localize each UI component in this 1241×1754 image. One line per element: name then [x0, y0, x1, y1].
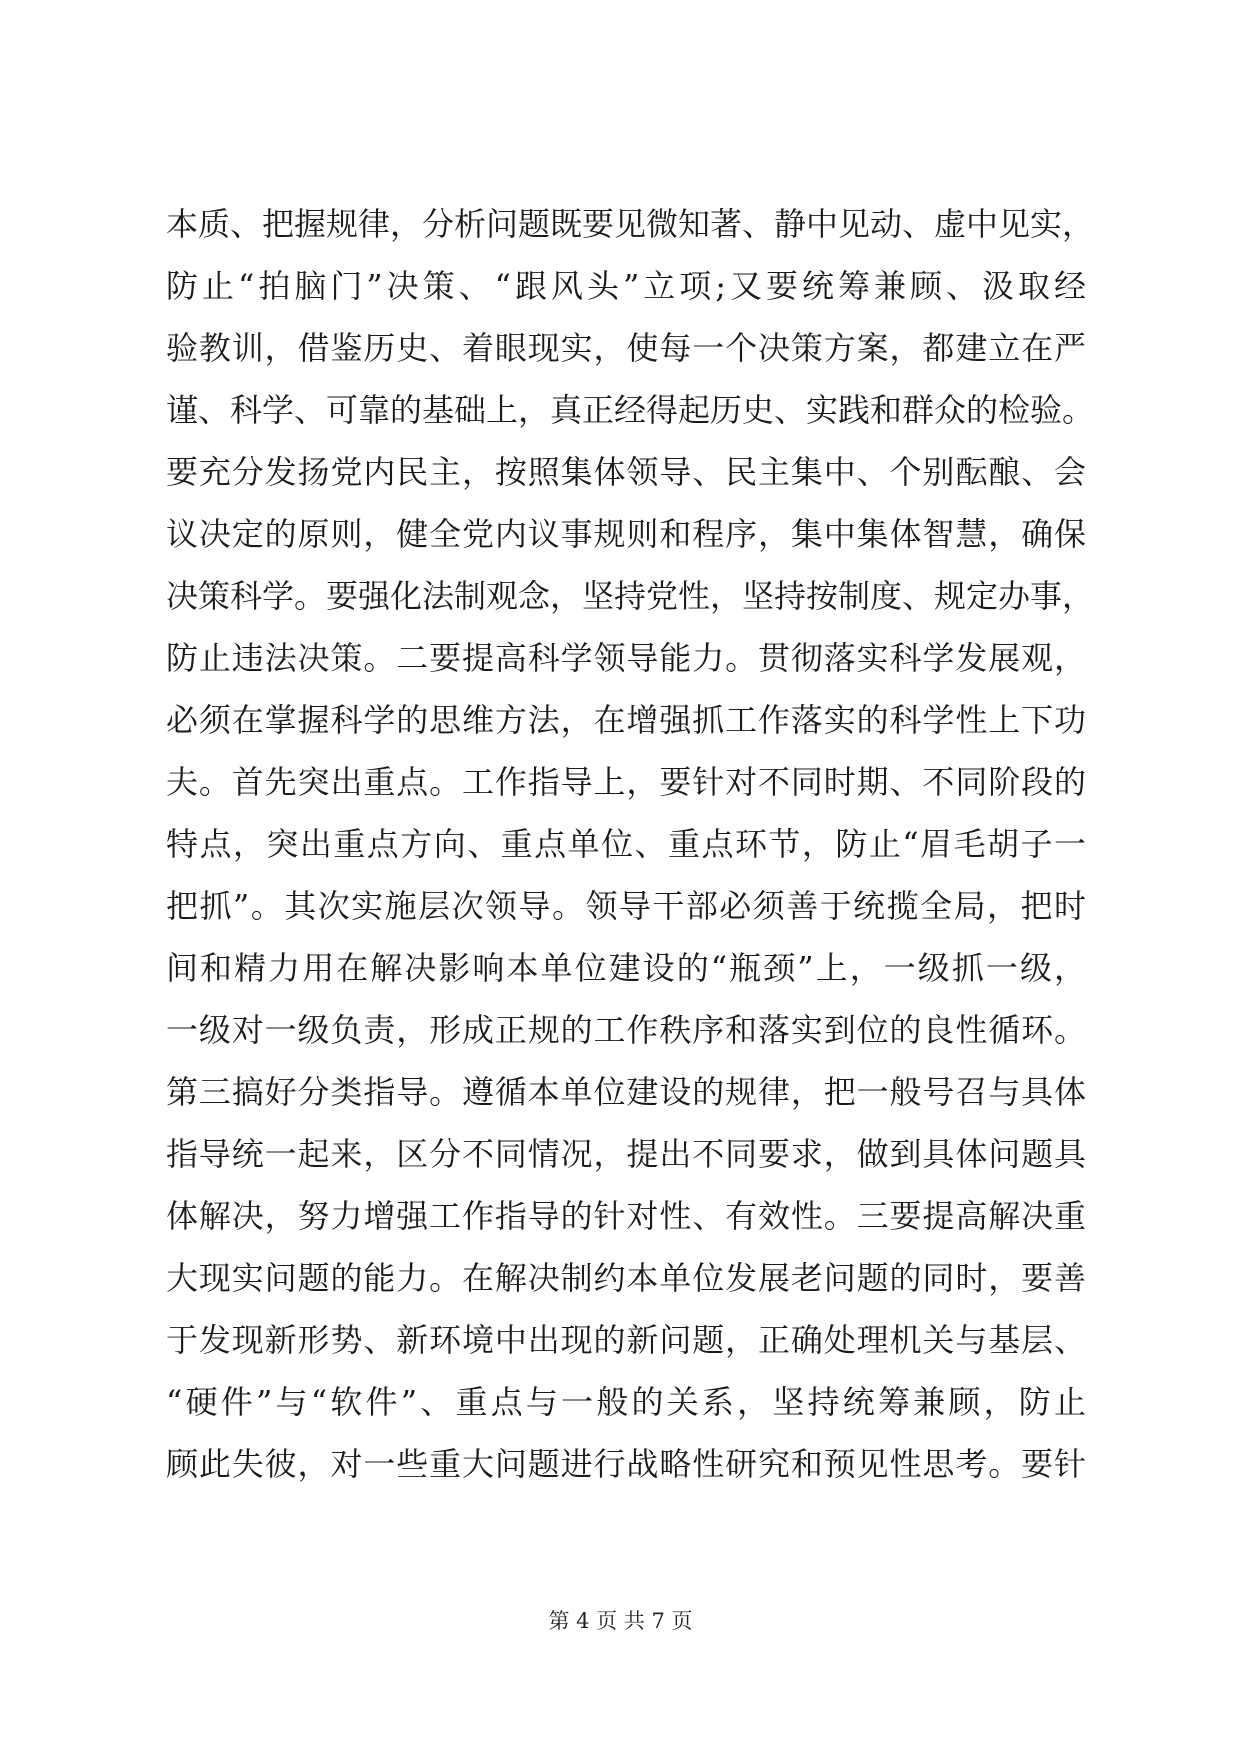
text-line: 于发现新形势、新环境中出现的新问题，正确处理机关与基层、: [166, 1321, 1086, 1359]
text-line: 要充分发扬党内民主，按照集体领导、民主集中、个别酝酿、会: [166, 453, 1086, 491]
text-line: 体解决，努力增强工作指导的针对性、有效性。三要提高解决重: [166, 1197, 1086, 1235]
text-line: 决策科学。要强化法制观念，坚持党性，坚持按制度、规定办事，: [166, 577, 1095, 615]
text-line: 一级对一级负责，形成正规的工作秩序和落实到位的良性循环。: [166, 1011, 1086, 1049]
text-line: 夫。首先突出重点。工作指导上，要针对不同时期、不同阶段的: [166, 763, 1086, 801]
text-line: 间和精力用在解决影响本单位建设的“瓶颈”上，一级抓一级，: [166, 949, 1086, 987]
text-line: 大现实问题的能力。在解决制约本单位发展老问题的同时，要善: [166, 1259, 1086, 1297]
text-line: “硬件”与“软件”、重点与一般的关系，坚持统筹兼顾，防止: [166, 1383, 1086, 1421]
text-line: 把抓”。其次实施层次领导。领导干部必须善于统揽全局，把时: [166, 887, 1086, 925]
text-line: 顾此失彼，对一些重大问题进行战略性研究和预见性思考。要针: [166, 1445, 1086, 1483]
text-line: 议决定的原则，健全党内议事规则和程序，集中集体智慧，确保: [166, 515, 1086, 553]
page-footer: [0, 1606, 1241, 1636]
text-line: 第三搞好分类指导。遵循本单位建设的规律，把一般号召与具体: [166, 1073, 1086, 1111]
text-line: 防止“拍脑门”决策、“跟风头”立项;又要统筹兼顾、汲取经: [166, 267, 1086, 305]
text-line: 指导统一起来，区分不同情况，提出不同要求，做到具体问题具: [166, 1135, 1086, 1173]
page-number-indicator: 第 4 页 共 7 页: [548, 1609, 693, 1633]
text-line: 本质、把握规律，分析问题既要见微知著、静中见动、虚中见实，: [166, 205, 1095, 243]
text-line: 谨、科学、可靠的基础上，真正经得起历史、实践和群众的检验。: [166, 391, 1095, 429]
text-line: 特点，突出重点方向、重点单位、重点环节，防止“眉毛胡子一: [166, 825, 1086, 863]
text-line: 验教训，借鉴历史、着眼现实，使每一个决策方案，都建立在严: [166, 329, 1086, 367]
text-line: 防止违法决策。二要提高科学领导能力。贯彻落实科学发展观，: [166, 639, 1086, 677]
document-body: [166, 193, 1095, 1495]
text-line: 必须在掌握科学的思维方法，在增强抓工作落实的科学性上下功: [166, 701, 1086, 739]
